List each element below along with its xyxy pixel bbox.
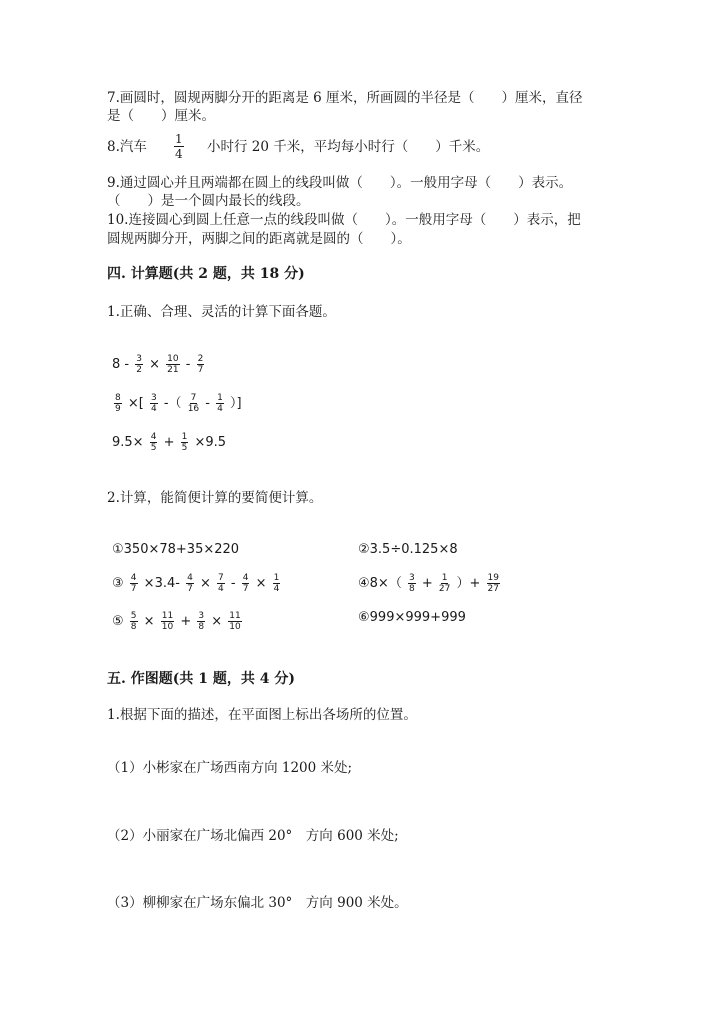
calc2-problem2: ②3.5÷0.125×8 [358, 542, 458, 557]
q7-line2: 是（ ）厘米。 [107, 108, 215, 124]
draw-prompt: 1.根据下面的描述，在平面图上标出各场所的位置。 [107, 707, 417, 723]
calc2-prompt: 2.计算，能简便计算的要简便计算。 [107, 490, 323, 506]
q8-prefix: 8.汽车 [107, 139, 147, 155]
q10-line2: 圆规两脚分开，两脚之间的距离就是圆的（ ）。 [107, 231, 411, 247]
draw-item-2: （2）小丽家在广场北偏西 20° 方向 600 米处; [107, 828, 399, 844]
calc2-problem4: ④8×（ $\frac{3}{8}$ + $\frac{1}{27}$ ）+ $\frac{19}{27}$ [358, 573, 499, 594]
calc1-expr2: $\frac{8}{9}$ ×[ $\frac{3}{4}$ -（ $\frac{7}{16}$ - $\frac{1}{4}$ ）] [115, 393, 242, 414]
calc2-problem6: ⑥999×999+999 [358, 610, 466, 625]
draw-item-1: （1）小彬家在广场西南方向 1200 米处; [107, 760, 353, 776]
q10-line1: 10.连接圆心到圆上任意一点的线段叫做（ ）。一般用字母（ ）表示，把 [107, 212, 581, 228]
q9-line2: （ ）是一个圆内最长的线段。 [107, 193, 310, 209]
q8-fraction: $\frac{1}{4}$ [175, 132, 183, 161]
draw-item-3: （3）柳柳家在广场东偏北 30° 方向 900 米处。 [107, 895, 408, 911]
calc1-expr3: 9.5× $\frac{4}{5}$ + $\frac{1}{5}$ ×9.5 [112, 432, 227, 453]
q7-line1: 7.画圆时，圆规两脚分开的距离是 6 厘米，所画圆的半径是（ ）厘米，直径 [107, 90, 583, 106]
calc1-prompt: 1.正确、合理、灵活的计算下面各题。 [107, 304, 336, 320]
calc2-problem3: ③ $\frac{4}{7}$ ×3.4- $\frac{4}{7}$ × $\frac{7}{4}$ - $\frac{4}{7}$ × $\frac{1}{4}$ [112, 573, 280, 594]
calc2-problem1: ①350×78+35×220 [112, 542, 240, 557]
q8-suffix: 小时行 20 千米，平均每小时行（ ）千米。 [207, 139, 490, 155]
calc2-problem5: ⑤ $\frac{5}{8}$ × $\frac{11}{10}$ + $\frac{3}{8}$ × $\frac{11}{10}$ [112, 611, 241, 632]
section5-title: 五. 作图题(共 1 题，共 4 分) [107, 671, 295, 687]
section4-title: 四. 计算题(共 2 题，共 18 分) [107, 266, 305, 282]
q9-line1: 9.通过圆心并且两端都在圆上的线段叫做（ ）。一般用字母（ ）表示。 [107, 175, 573, 191]
calc1-expr1: 8 - $\frac{3}{2}$ × $\frac{10}{21}$ - $\frac{2}{7}$ [112, 354, 204, 375]
